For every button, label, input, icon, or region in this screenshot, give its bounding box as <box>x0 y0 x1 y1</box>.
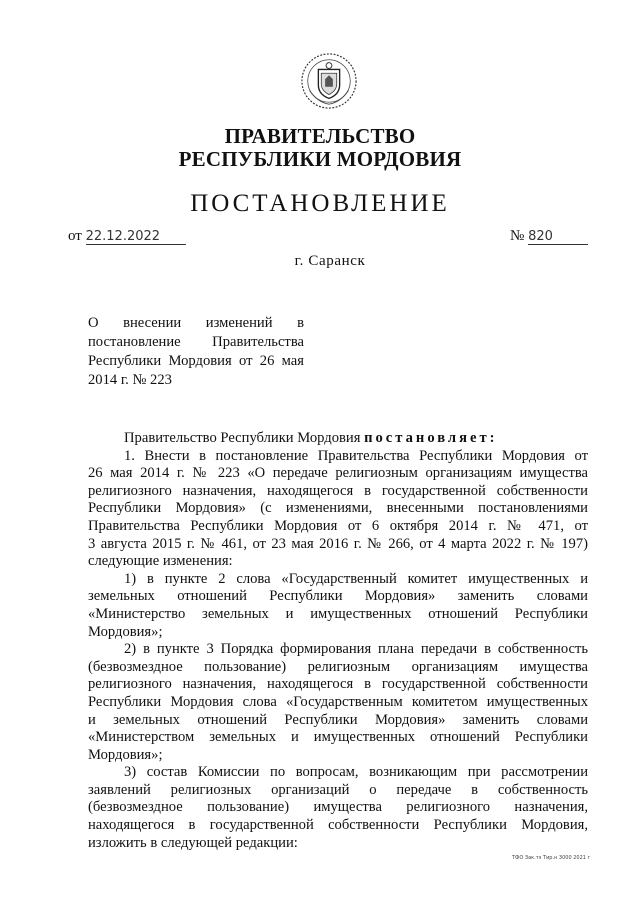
body-line: находящегося в государственной собственности Республики Мордовия, <box>88 817 588 834</box>
body-line: религиозного назначения, находящегося в государственной собственности <box>88 676 588 693</box>
body-line: и земельных отношений Республики Мордовия» заменить словами <box>88 711 588 728</box>
subject-line: Республики Мордовия от 26 мая <box>88 353 304 369</box>
date-row <box>68 228 186 245</box>
subject-line: 2014 г. № 223 <box>88 372 172 388</box>
preamble <box>88 430 588 448</box>
body-line: 1) в пункте 2 слова «Государственный комитет имущественных и <box>124 570 588 587</box>
body-line: следующие изменения: <box>88 553 233 570</box>
preamble-subject: Правительство Республики Мордовия <box>124 430 361 446</box>
number-prefix: № <box>510 228 525 244</box>
body-line: Республики Мордовия слова «Государственным комитетом имущественных <box>88 693 588 710</box>
body-line: заявлений религиозных организаций о передаче в собственность <box>88 781 588 798</box>
body-line: 3 августа 2015 г. № 461, от 23 мая 2016 г. № 266, от 4 марта 2022 г. № 197) <box>88 535 588 552</box>
body-line: 2) в пункте 3 Порядка формирования плана передачи в собственность <box>124 641 588 658</box>
preamble-action: постановляет: <box>364 430 498 446</box>
government-title-line2: РЕСПУБЛИКИ МОРДОВИЯ <box>178 147 462 171</box>
body-line: (безвозмездное пользование) религиозным организациям имущества <box>88 658 588 675</box>
document-body <box>88 430 588 852</box>
subject-block <box>88 314 304 390</box>
body-line: Мордовия»; <box>88 623 163 640</box>
body-line: Правительства Республики Мордовия от 6 октября 2014 г. № 471, от <box>88 517 588 534</box>
city: г. Саранск <box>294 253 366 269</box>
body-line: религиозного назначения, находящегося в государственной собственности <box>88 482 588 499</box>
body-line: «Министерство земельных и имущественных отношений Республики <box>88 605 588 622</box>
number-row <box>510 228 588 245</box>
date-prefix: от <box>68 228 82 244</box>
date-value: 22.12.2022 <box>86 230 186 245</box>
body-line: 26 мая 2014 г. № 223 «О передаче религиозным организациям имущества <box>88 465 588 482</box>
number-value: 820 <box>528 230 588 245</box>
document-type: ПОСТАНОВЛЕНИЕ <box>190 190 450 217</box>
body-line: земельных отношений Республики Мордовия» заменить словами <box>88 588 588 605</box>
body-line: 1. Внести в постановление Правительства Республики Мордовия от <box>124 447 588 464</box>
government-title-line1: ПРАВИТЕЛЬСТВО <box>224 124 416 148</box>
body-line: «Министерством земельных и имущественных отношений Республики <box>88 729 588 746</box>
body-line: Республики Мордовия» (с изменениями, внесенными постановлениями <box>88 500 588 517</box>
subject-line: О внесении изменений в <box>88 315 304 331</box>
body-line: 3) состав Комиссии по вопросам, возникающим при рассмотрении <box>124 764 588 781</box>
body-line: (безвозмездное пользование) имущества религиозного назначения, <box>88 799 588 816</box>
print-mark: ТФО Зак.тэ Тир.н 3000 2021 г <box>512 855 591 861</box>
body-line: изложить в следующей редакции: <box>88 834 298 851</box>
subject-line: постановление Правительства <box>88 334 304 350</box>
coat-of-arms-icon <box>300 52 358 110</box>
body-line: Мордовия»; <box>88 746 163 763</box>
